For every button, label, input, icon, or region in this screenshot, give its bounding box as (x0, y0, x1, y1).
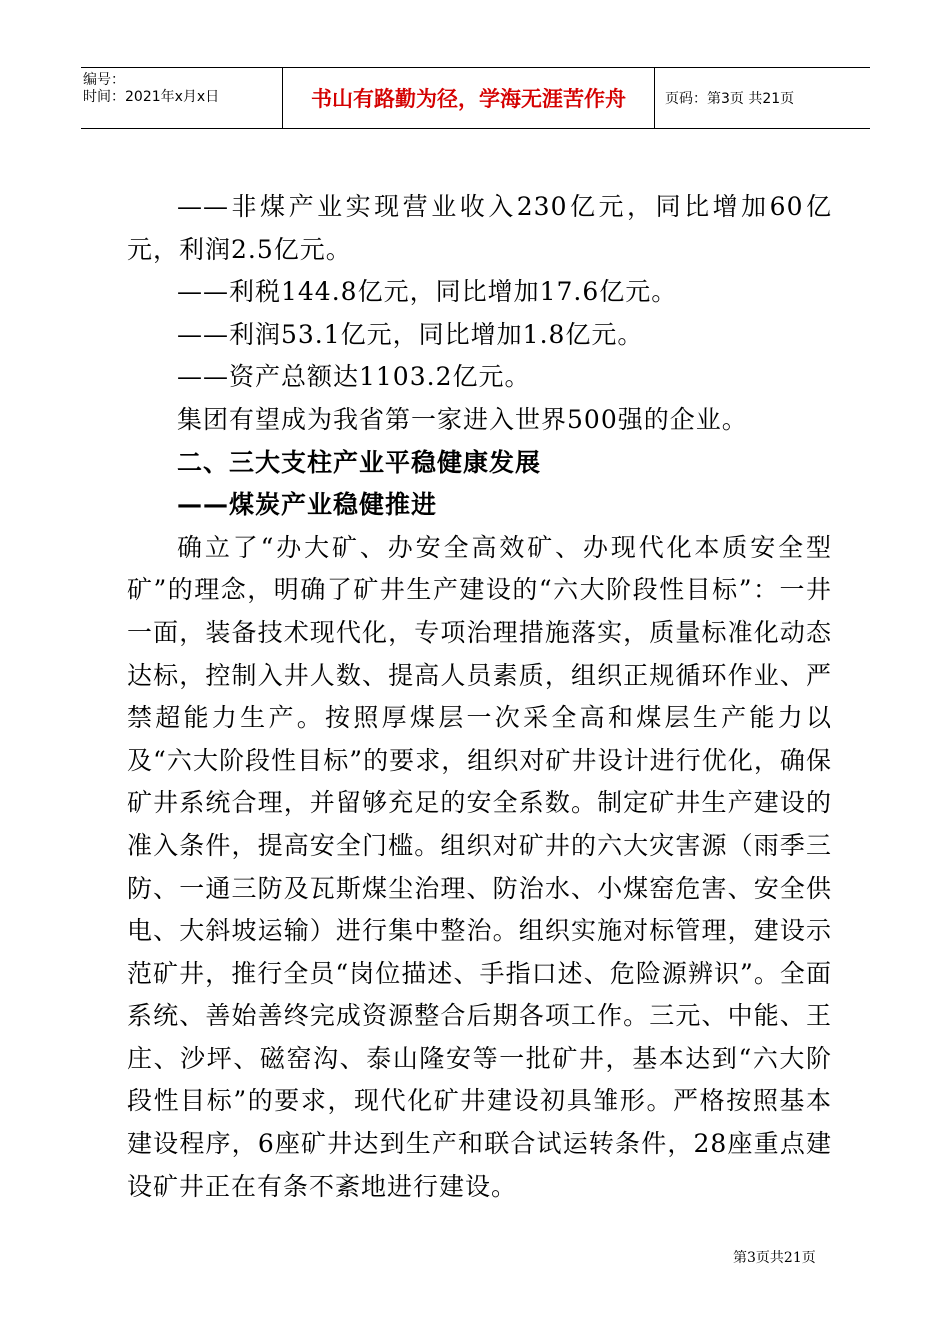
page-footer: 第3页共21页 (733, 1250, 816, 1266)
header-meta (81, 68, 283, 128)
paragraph: ——非煤产业实现营业收入230亿元，同比增加60亿元，利润2.5亿元。 (127, 192, 832, 264)
subsection-heading: ——煤炭产业稳健推进 (177, 490, 438, 520)
document-body (127, 186, 832, 1208)
document-number-label: 编号： (83, 72, 125, 88)
section-heading: 二、三大支柱产业平稳健康发展 (177, 447, 542, 477)
document-date-label: 时间：2021年x月x日 (83, 89, 220, 105)
page-header (81, 67, 870, 129)
header-page-number: 页码：第3页 共21页 (665, 91, 795, 107)
paragraph: ——利税144.8亿元，同比增加17.6亿元。 (177, 277, 678, 307)
paragraph: 确立了“办大矿、办安全高效矿、办现代化本质安全型矿”的理念，明确了矿井生产建设的“六大阶段性目标”：一井一面，装备技术现代化，专项治理措施落实，质量标准化动态达标，控制入井人数、提高人员素质，组织正规循环作业、严禁超能力生产。按照厚煤层一次采全高和煤层生产能力以及“六大阶段性目标”的要求，组织对矿井设计进行优化，确保矿井系统合理，并留够充足的安全系数。制定矿井生产建设的准入条件，提高安全门槛。组织对矿井的六大灾害源（雨季三防、一通三防及瓦斯煤尘治理、防治水、小煤窑危害、安全供电、大斜坡运输）进行集中整治。组织实施对标管理，建设示范矿井，推行全员“岗位描述、手指口述、危险源辨识”。全面系统、善始善终完成资源整合后期各项工作。三元、中能、王庄、沙坪、磁窑沟、泰山隆安等一批矿井，基本达到“六大阶段性目标”的要求，现代化矿井建设初具雏形。严格按照基本建设程序，6座矿井达到生产和联合试运转条件，28座重点建设矿井正在有条不紊地进行建设。 (127, 532, 832, 1201)
paragraph: ——资产总额达1103.2亿元。 (177, 362, 531, 392)
header-motto: 书山有路勤为径，学海无涯苦作舟 (283, 68, 655, 128)
paragraph: 集团有望成为我省第一家进入世界500强的企业。 (177, 404, 748, 434)
paragraph: ——利润53.1亿元，同比增加1.8亿元。 (177, 319, 644, 349)
